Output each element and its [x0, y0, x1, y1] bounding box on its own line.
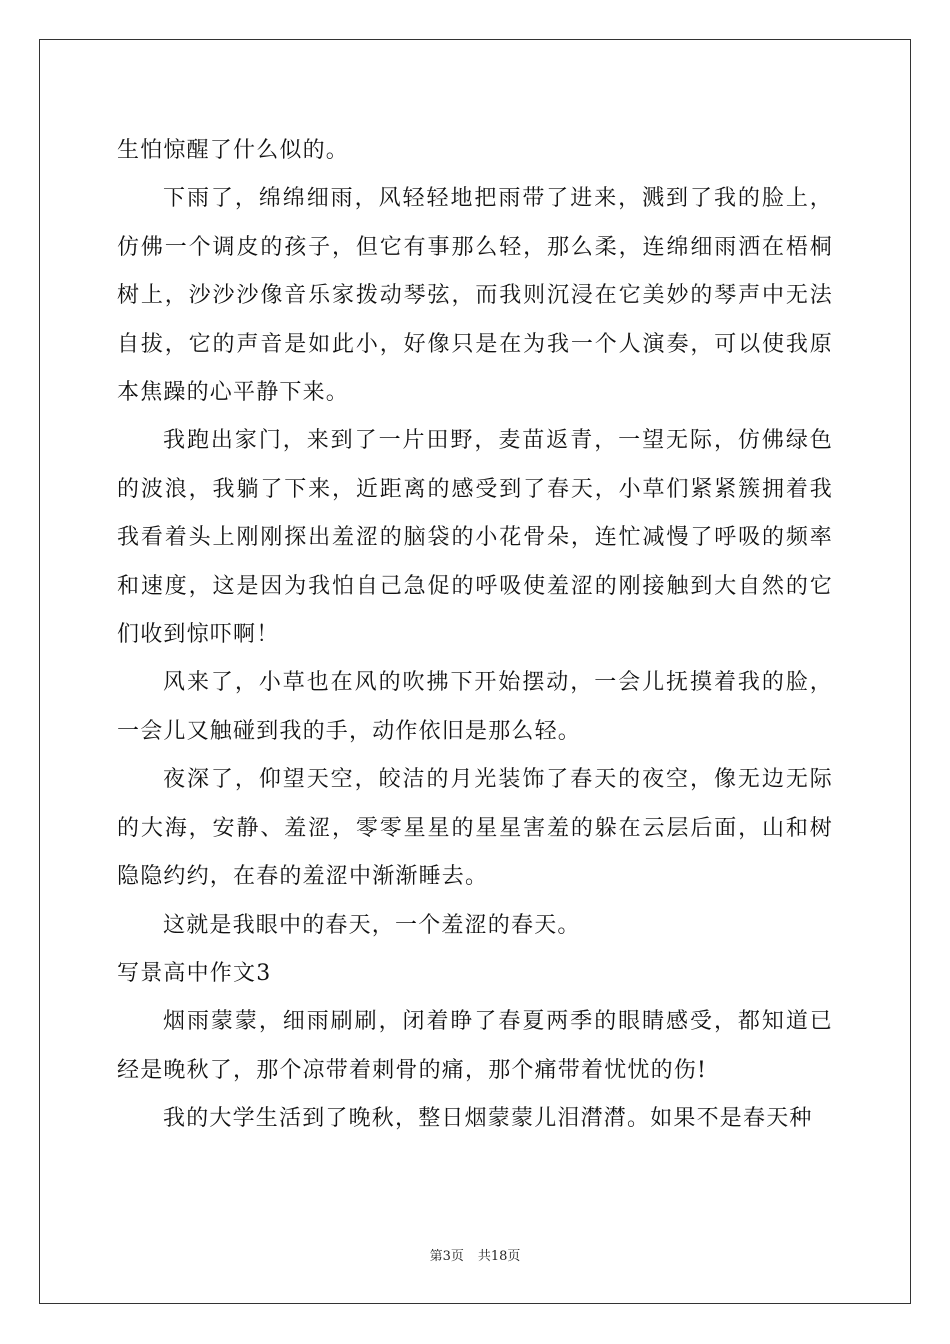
page-number: 第3页 [429, 1249, 464, 1264]
page-footer [0, 1248, 950, 1266]
paragraph-2: 下雨了，绵绵细雨，风轻轻地把雨带了进来，溅到了我的脸上，仿佛一个调皮的孩子，但它有事那么轻，那么柔，连绵细雨洒在梧桐树上，沙沙沙像音乐家拨动琴弦，而我则沉浸在它美妙的琴声中无法自拔，它的声音是如此小，好像只是在为我一个人演奏，可以使我原本焦躁的心平静下来。 [117, 186, 833, 406]
paragraph-3: 我跑出家门，来到了一片田野，麦苗返青，一望无际，仿佛绿色的波浪，我躺了下来，近距离的感受到了春天，小草们紧紧簇拥着我我看着头上刚刚探出羞涩的脑袋的小花骨朵，连忙减慢了呼吸的频率和速度，这是因为我怕自己急促的呼吸使羞涩的刚接触到大自然的它们收到惊吓啊！ [117, 428, 833, 648]
paragraph-5: 夜深了，仰望天空，皎洁的月光装饰了春天的夜空，像无边无际的大海，安静、羞涩，零零星星的星星害羞的躲在云层后面，山和树隐隐约约，在春的羞涩中渐渐睡去。 [117, 767, 833, 890]
paragraph-4: 风来了，小草也在风的吹拂下开始摆动，一会儿抚摸着我的脸，一会儿又触碰到我的手，动作依旧是那么轻。 [117, 670, 833, 744]
section-heading: 写景高中作文3 [117, 960, 272, 986]
document-body [117, 127, 833, 1144]
paragraph-6: 这就是我眼中的春天，一个羞涩的春天。 [163, 912, 581, 938]
page-total: 共18页 [477, 1249, 521, 1264]
paragraph-1: 生怕惊醒了什么似的。 [117, 138, 350, 163]
paragraph-8: 我的大学生活到了晚秋，整日烟蒙蒙儿泪潸潸。如果不是春天种 [163, 1106, 813, 1132]
paragraph-7: 烟雨蒙蒙，细雨刷刷，闭着睁了春夏两季的眼睛感受，都知道已经是晚秋了，那个凉带着刺骨的痛，那个痛带着忧忧的伤! [117, 1009, 833, 1083]
